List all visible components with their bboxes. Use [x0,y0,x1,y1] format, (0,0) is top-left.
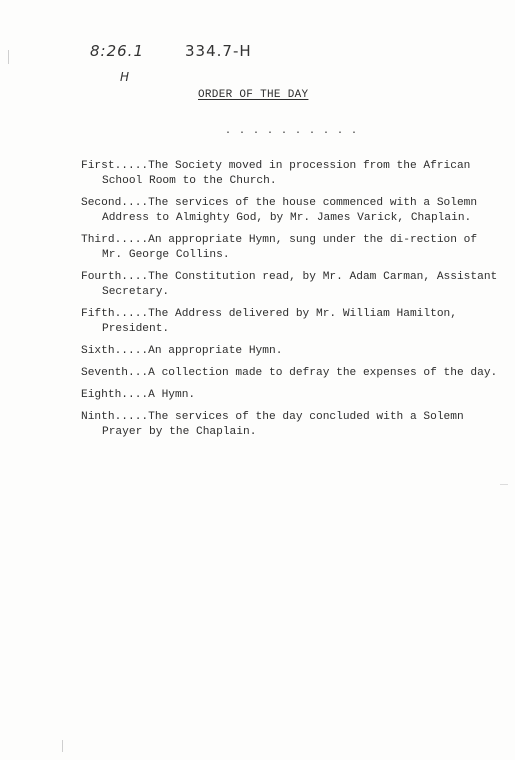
list-item: Fifth.....The Address delivered by Mr. William Hamilton, President. [81,308,457,335]
handwritten-note-sub: H [120,70,130,84]
separator-dots: . . . . . . . . . . [225,126,359,137]
list-item: Sixth.....An appropriate Hymn. [81,345,283,357]
list-item: Third.....An appropriate Hymn, sung under the di-rection of Mr. George Collins. [81,234,478,261]
handwritten-note-right: 334.7-H [185,42,252,60]
page-title: ORDER OF THE DAY [198,89,309,101]
list-item: Eighth....A Hymn. [81,389,196,401]
margin-mark [8,50,9,64]
list-item: Seventh...A collection made to defray the expenses of the day. [81,367,498,379]
list-item: Fourth....The Constitution read, by Mr. Adam Carman, Assistant Secretary. [81,271,498,298]
order-list [81,159,501,447]
list-item: Second....The services of the house commenced with a Solemn Address to Almighty God, by Mr. James Varick, Chaplain. [81,197,478,224]
list-item: Ninth.....The services of the day concluded with a Solemn Prayer by the Chaplain. [81,411,464,438]
margin-mark [500,484,508,485]
list-item: First.....The Society moved in procession from the African School Room to the Church. [81,160,471,187]
margin-mark [62,740,63,752]
handwritten-note-left: 8:26.1 [90,42,144,60]
